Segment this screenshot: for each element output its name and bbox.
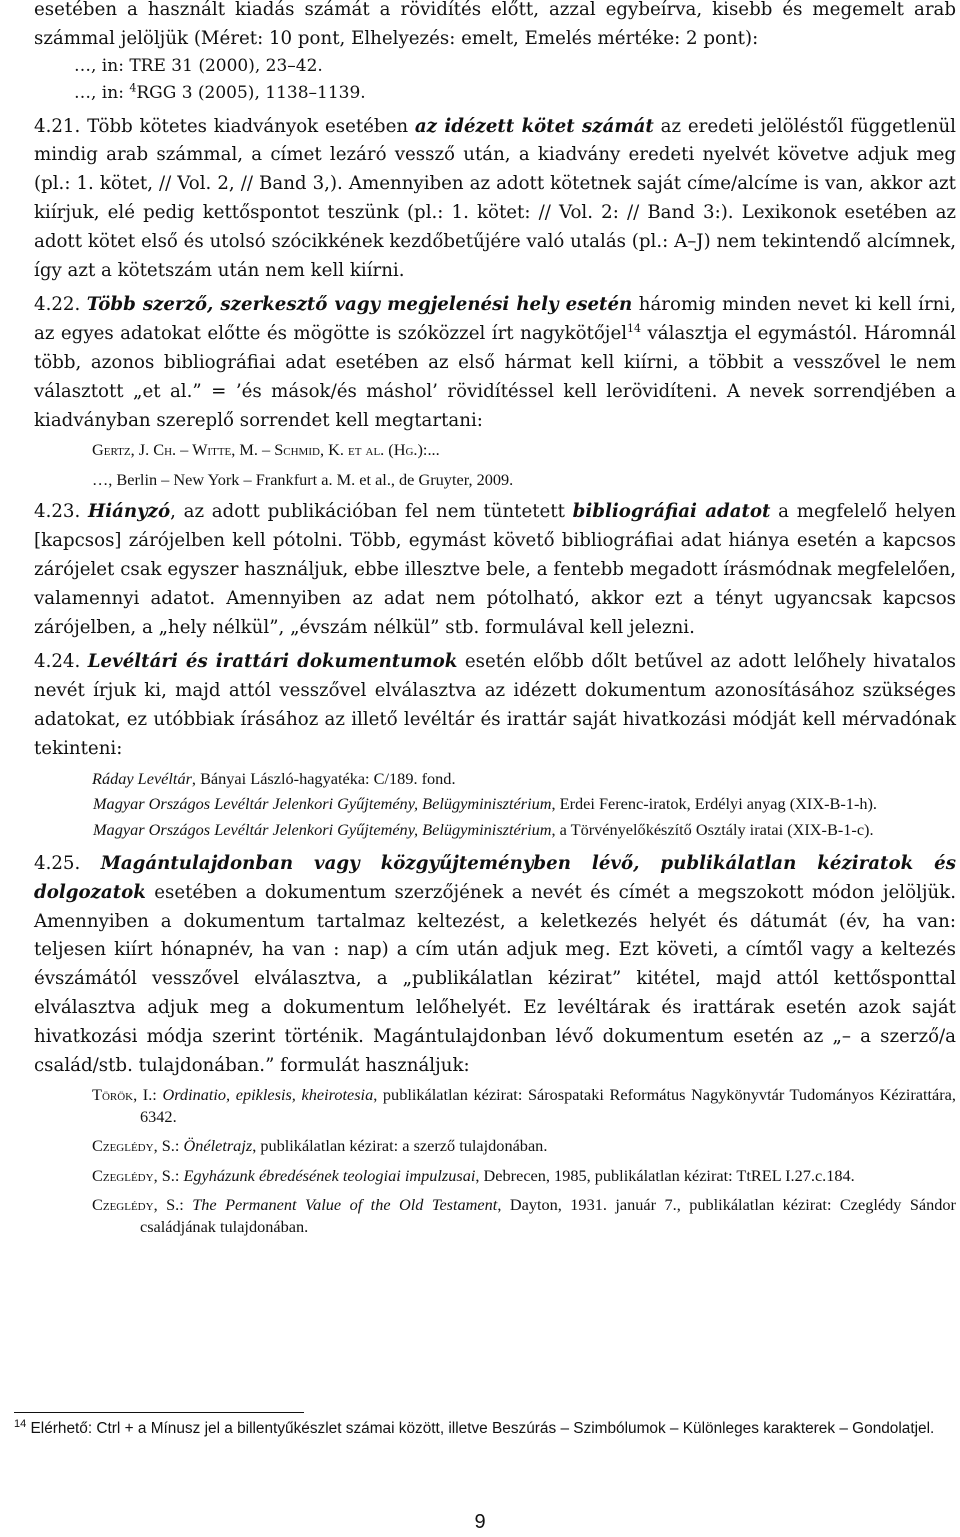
section-number: 4.25. (34, 853, 81, 875)
manuscript-detail: , publikálatlan kézirat: a szerző tulajdonában. (252, 1136, 548, 1156)
example-places (34, 469, 956, 491)
footnote-text: Elérhető: Ctrl + a Mínusz jel a billentyűkészlet számai között, illetve Beszúrás – Szimbólumok – Különleges karakterek – Gondolatjel. (26, 1420, 935, 1437)
manuscript-title: Ordinatio, epiklesis, kheirotesia (162, 1085, 374, 1105)
manuscript-author: Czeglédy, S. (92, 1136, 175, 1156)
section-number: 4.22. (34, 294, 81, 316)
archive-name: Ráday Levéltár (92, 768, 192, 788)
section-text: esetén előbb dőlt betűvel az adott lelőhely hivatalos nevét írjuk ki, majd attól vesszővel elválasztva az idézett dokumentum azonosításához szükséges adatokat, ez utóbbiak írásához az illető levéltár és irattár saját hivatkozási módját kell mérvadónak tekinteni: (34, 651, 956, 759)
section-emphasis: Levéltári és irattári dokumentumok (87, 651, 458, 673)
section-number: 4.21. (34, 115, 81, 137)
page-number: 9 (474, 1511, 486, 1533)
intro-example-1-text: …, in: TRE 31 (2000), 23–42. (74, 55, 323, 76)
archive-detail: , a Törvényelőkészítő Osztály iratai (XIX-B-1-c). (551, 819, 874, 839)
section-4-24 (34, 648, 956, 763)
intro-example-2-pre: …, in: (74, 82, 130, 103)
section-emphasis: Magántulajdonban vagy közgyűjteményben lévő, publikálatlan kéziratok és dolgozatok (34, 853, 956, 903)
archive-example-3 (34, 819, 956, 841)
manuscript-title: Önéletrajz (183, 1136, 253, 1156)
manuscript-title: Egyházunk ébredésének teologiai impulzusai (183, 1165, 476, 1185)
manuscript-example-3: Czeglédy, S.: Egyházunk ébredésének teologiai impulzusai, Debrecen, 1985, publikálatlan kézirat: TtREL I.27.c.184. (92, 1165, 855, 1185)
section-number: 4.24. (34, 651, 81, 673)
section-text: az eredeti jelöléstől függetlenül mindig arab számmal, a címet lezáró vessző után, a kiadvány eredeti nyelvét követve adjuk meg (pl.: 1. kötet, // Vol. 2, // Band 3,). Amennyiben az adott kötetnek saját címe/alcíme is van, akkor azt kiírjuk, elé pedig kettőspontot teszünk (pl.: 1. kötet: // Vol. 2: // Band 3:). Lexikonok esetében az adott kötet első és utolsó szócikkének kezdőbetűjére való utalás (pl.: A–J) nem tekintendő alcímnek, így azt a kötetszám után nem kell kiírni. (34, 115, 956, 281)
example-places-text: …, Berlin – New York – Frankfurt a. M. et al., de Gruyter, 2009. (92, 469, 514, 489)
section-text: választja el egymástól. Háromnál több, azonos bibliográfiai adat esetében az első hármat kell kiírni, a többit a vesszővel le nem választott „et al.” = ’és mások/és máshol’ rövidítéssel kell lerövidíteni. A nevek sorrendjében a kiadványban szereplő sorrendet kell megtartani: (34, 323, 956, 431)
intro-line-1: esetében a használt kiadás számát a rövidítés előtt, azzal egybeírva, kisebb és megemelt arab (34, 0, 956, 20)
manuscript-detail: , Debrecen, 1985, publikálatlan kézirat: TtREL I.27.c.184. (475, 1165, 855, 1185)
section-4-23 (34, 498, 956, 642)
section-4-21 (34, 113, 956, 286)
example-authors (34, 439, 956, 461)
manuscript-author: Czeglédy, S. (92, 1165, 175, 1185)
section-text: a megfelelő helyen [kapcsos] zárójelben kell pótolni. Több, egymást követő bibliográfiai adat hiánya esetén a kapcsos zárójelet csak egyszer használjuk, ebbe illesztve bele, a fentebb megadott írásmódnak megfelelően, valamennyi adatot. Amennyiben az adat nem pótolható, akkor ezt a tényt ugyancsak kapcsos zárójelben, a „hely nélkül”, „évszám nélkül” stb. formulával kell jelezni. (34, 501, 956, 638)
footnote-separator (14, 1412, 304, 1413)
footnote-reference[interactable]: 14 (627, 322, 642, 336)
manuscript-author: Török, I. (92, 1085, 153, 1105)
manuscript-author: Czeglédy, S. (92, 1195, 180, 1215)
archive-example-2 (34, 793, 956, 815)
footnote-14 (14, 1418, 954, 1440)
intro-line-2: számmal jelöljük (Méret: 10 pont, Elhelyezés: emelt, Emelés mértéke: 2 pont): (34, 27, 759, 49)
archive-name: Magyar Országos Levéltár Jelenkori Gyűjtemény, Belügyminisztérium (93, 819, 552, 839)
intro-example-2 (34, 79, 956, 107)
example-authors-text: Gertz, J. Ch. – Witte, M. – Schmid, K. et al. (Hg.):... (92, 440, 440, 460)
section-4-25 (34, 850, 956, 1080)
section-text: , az adott publikációban fel nem tüntetett (170, 501, 573, 523)
intro-paragraph (34, 0, 956, 54)
section-emphasis: az idézett kötet számát (414, 115, 654, 137)
section-text: esetében a dokumentum szerzőjének a nevét és címét a megszokott módon jelöljük. Amennyiben a dokumentum tartalmaz keltezést, a keletkezés helyét és dátumát (év, ha van: teljesen kiírt hónapnév, ha van : nap) a cím után adjuk meg. Ezt követi, a címtől vagy a keltezés évszámától vesszővel elválasztva, a „publikálatlan kézirat” kitétel, majd attól kettősponttal elválasztva adjuk meg a dokumentum lelőhelyét. Ez levéltárak és irattárak esetén azok saját hivatkozási módja szerint történik. Magántulajdonban lévő dokumentum esetén az „– a szerző/a család/stb. tulajdonában.” formulát használjuk: (34, 881, 956, 1076)
section-emphasis: Hiányzó (88, 501, 171, 523)
archive-name: Magyar Országos Levéltár Jelenkori Gyűjtemény, Belügyminisztérium (93, 794, 552, 814)
intro-example-1 (34, 54, 956, 79)
archive-detail: , Bányai László-hagyatéka: C/189. fond. (191, 768, 456, 788)
footnote-number: 14 (14, 1417, 27, 1430)
archive-example-1 (34, 768, 956, 790)
document-page (34, 0, 956, 1237)
section-emphasis: Több szerző, szerkesztő vagy megjelenési hely esetén (86, 294, 633, 316)
manuscript-title: The Permanent Value of the Old Testament (192, 1195, 498, 1215)
section-4-22 (34, 291, 956, 435)
manuscript-example-1: Török, I.: Ordinatio, epiklesis, kheirotesia, publikálatlan kézirat: Sárospataki Református Nagykönyvtár Tudományos Kézirattára, 6342. (92, 1085, 956, 1126)
section-text: Több kötetes kiadványok esetében (80, 115, 415, 137)
archive-detail: , Erdei Ferenc-iratok, Erdélyi anyag (XIX-B-1-h). (551, 794, 877, 814)
manuscript-example-2: Czeglédy, S.: Önéletrajz, publikálatlan kézirat: a szerző tulajdonában. (92, 1136, 548, 1156)
manuscript-detail: , publikálatlan kézirat: Sárospataki Református Nagykönyvtár Tudományos Kézirattára, 6342. (140, 1085, 956, 1126)
manuscript-detail: , Dayton, 1931. január 7., publikálatlan kézirat: Czeglédy Sándor családjának tulajdonában. (140, 1195, 956, 1236)
section-number: 4.23. (34, 501, 81, 523)
section-emphasis: bibliográfiai adatot (572, 501, 771, 523)
intro-example-2-post: RGG 3 (2005), 1138–1139. (136, 82, 366, 103)
edition-superscript: 4 (129, 80, 137, 94)
section-text: háromig minden nevet ki kell írni, az egyes adatokat előtte és mögötte is szóközzel írt nagykötőjel (34, 294, 956, 345)
manuscript-example-4: Czeglédy, S.: The Permanent Value of the Old Testament, Dayton, 1931. január 7., publikálatlan kézirat: Czeglédy Sándor családjának tulajdonában. (92, 1195, 956, 1236)
